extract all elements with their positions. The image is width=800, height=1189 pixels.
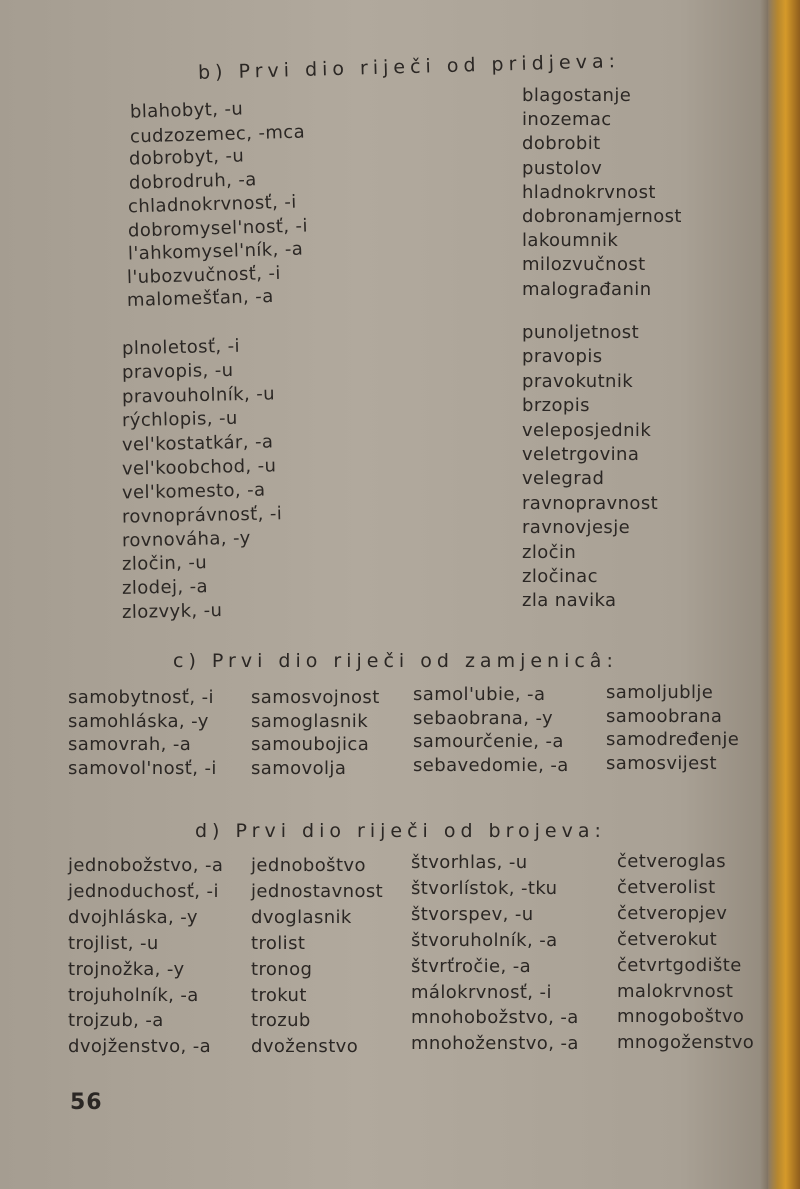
croatian-word: samodređenje [606, 729, 740, 751]
slovak-word: cudzozemec, -mca [129, 121, 305, 147]
croatian-word: samosvijest [606, 752, 717, 774]
croatian-word: mnogoženstvo [617, 1032, 755, 1054]
slovak-word: trojuholník, -a [68, 984, 199, 1006]
croatian-word: zla navika [522, 590, 617, 612]
slovak-word: samovol'nosť, -i [68, 757, 217, 779]
croatian-word: četveropjev [617, 902, 728, 924]
slovak-word: chladnokrvnosť, -i [128, 191, 298, 218]
slovak-word: blahobyt, -u [129, 98, 244, 123]
croatian-word: samoobrana [606, 705, 723, 727]
slovak-word: zločin, -u [121, 552, 208, 575]
croatian-word: brzopis [522, 395, 590, 417]
croatian-word: pravokutnik [522, 370, 634, 392]
section-heading: b) Prvi dio riječi od pridjeva: [197, 50, 621, 84]
croatian-word: dvoglasnik [251, 906, 352, 928]
croatian-word: velegrad [522, 468, 605, 490]
section-heading: d) Prvi dio riječi od brojeva: [195, 820, 606, 842]
book-spine [768, 0, 800, 1189]
slovak-word: samohláska, -y [68, 710, 209, 732]
croatian-word: samoljublje [606, 682, 714, 703]
slovak-word: mnohobožstvo, -a [411, 1007, 579, 1029]
croatian-word: malograđanin [522, 278, 652, 300]
croatian-word: veleposjednik [522, 419, 652, 441]
croatian-word: četveroglas [617, 851, 727, 872]
section-heading: c) Prvi dio riječi od zamjenicâ: [173, 650, 618, 672]
croatian-word: blagostanje [522, 85, 632, 106]
slovak-word: rovnoprávnosť, -i [121, 503, 283, 528]
slovak-word: sebaobrana, -y [413, 707, 554, 729]
slovak-word: jednoduchosť, -i [68, 880, 219, 902]
croatian-word: dvoženstvo [251, 1036, 359, 1058]
slovak-word: rýchlopis, -u [121, 407, 238, 432]
slovak-word: dobrobyt, -u [128, 145, 245, 170]
croatian-word: jednostavnost [251, 880, 384, 902]
slovak-word: štvrťročie, -a [411, 955, 532, 977]
croatian-word: dobronamjernost [522, 206, 682, 227]
slovak-word: dvojhláska, -y [68, 906, 198, 928]
slovak-word: samourčenie, -a [413, 731, 564, 753]
slovak-word: štvorhlas, -u [411, 852, 528, 873]
slovak-word: štvoruholník, -a [411, 929, 558, 951]
slovak-word: málokrvnosť, -i [411, 981, 552, 1003]
slovak-word: l'ahkomysel'ník, -a [127, 238, 304, 265]
croatian-word: trozub [251, 1010, 311, 1032]
croatian-word: četvrtgodište [617, 954, 742, 976]
croatian-word: zločin [522, 541, 577, 563]
croatian-word: pustolov [522, 157, 603, 179]
croatian-word: samovolja [251, 757, 347, 779]
slovak-word: vel'komesto, -a [121, 479, 266, 504]
croatian-word: inozemac [522, 109, 612, 131]
slovak-word: plnoletosť, -i [121, 335, 241, 360]
croatian-word: trolist [251, 932, 306, 954]
slovak-word: dobromysel'nosť, -i [127, 214, 309, 242]
croatian-word: zločinac [522, 566, 598, 587]
croatian-word: hladnokrvnost [522, 181, 656, 203]
croatian-word: lakoumnik [522, 230, 619, 252]
slovak-word: dvojženstvo, -a [68, 1036, 212, 1058]
croatian-word: tronog [251, 958, 313, 980]
slovak-word: vel'kostatkár, -a [121, 431, 274, 456]
slovak-word: samobytnosť, -i [68, 687, 214, 708]
slovak-word: samol'ubie, -a [413, 684, 546, 705]
croatian-word: milozvučnost [522, 254, 646, 276]
slovak-word: samovrah, -a [68, 734, 192, 756]
croatian-word: ravnopravnost [522, 492, 659, 514]
croatian-word: dobrobit [522, 133, 601, 155]
slovak-word: jednobožstvo, -a [68, 855, 224, 876]
croatian-word: punoljetnost [522, 322, 640, 343]
slovak-word: trojzub, -a [68, 1010, 164, 1032]
slovak-word: zlozvyk, -u [121, 599, 223, 624]
slovak-word: pravopis, -u [121, 359, 234, 384]
slovak-word: l'ubozvučnosť, -i [126, 262, 282, 288]
croatian-word: četverolist [617, 876, 716, 898]
slovak-word: štvorspev, -u [411, 903, 534, 925]
slovak-word: mnohoženstvo, -a [411, 1033, 579, 1055]
slovak-word: malomešťan, -a [126, 285, 274, 312]
slovak-word: sebavedomie, -a [413, 754, 569, 776]
slovak-word: rovnováha, -y [121, 527, 251, 552]
croatian-word: četverokut [617, 928, 718, 950]
slovak-word: vel'koobchod, -u [121, 455, 277, 480]
croatian-word: jednoboštvo [251, 855, 366, 876]
slovak-word: dobrodruh, -a [128, 168, 257, 194]
croatian-word: samosvojnost [251, 687, 380, 708]
slovak-word: trojlist, -u [68, 932, 159, 954]
croatian-word: trokut [251, 984, 307, 1006]
slovak-word: pravouholník, -u [121, 383, 276, 408]
croatian-word: samoglasnik [251, 710, 369, 732]
slovak-word: zlodej, -a [121, 576, 209, 599]
croatian-word: mnogoboštvo [617, 1006, 745, 1028]
croatian-word: pravopis [522, 346, 603, 368]
slovak-word: štvorlístok, -tku [411, 877, 558, 899]
croatian-word: malokrvnost [617, 980, 734, 1002]
page-number: 56 [70, 1090, 103, 1115]
slovak-word: trojnožka, -y [68, 958, 185, 980]
croatian-word: ravnovjesje [522, 517, 631, 539]
croatian-word: samoubojica [251, 734, 370, 756]
croatian-word: veletrgovina [522, 444, 640, 465]
